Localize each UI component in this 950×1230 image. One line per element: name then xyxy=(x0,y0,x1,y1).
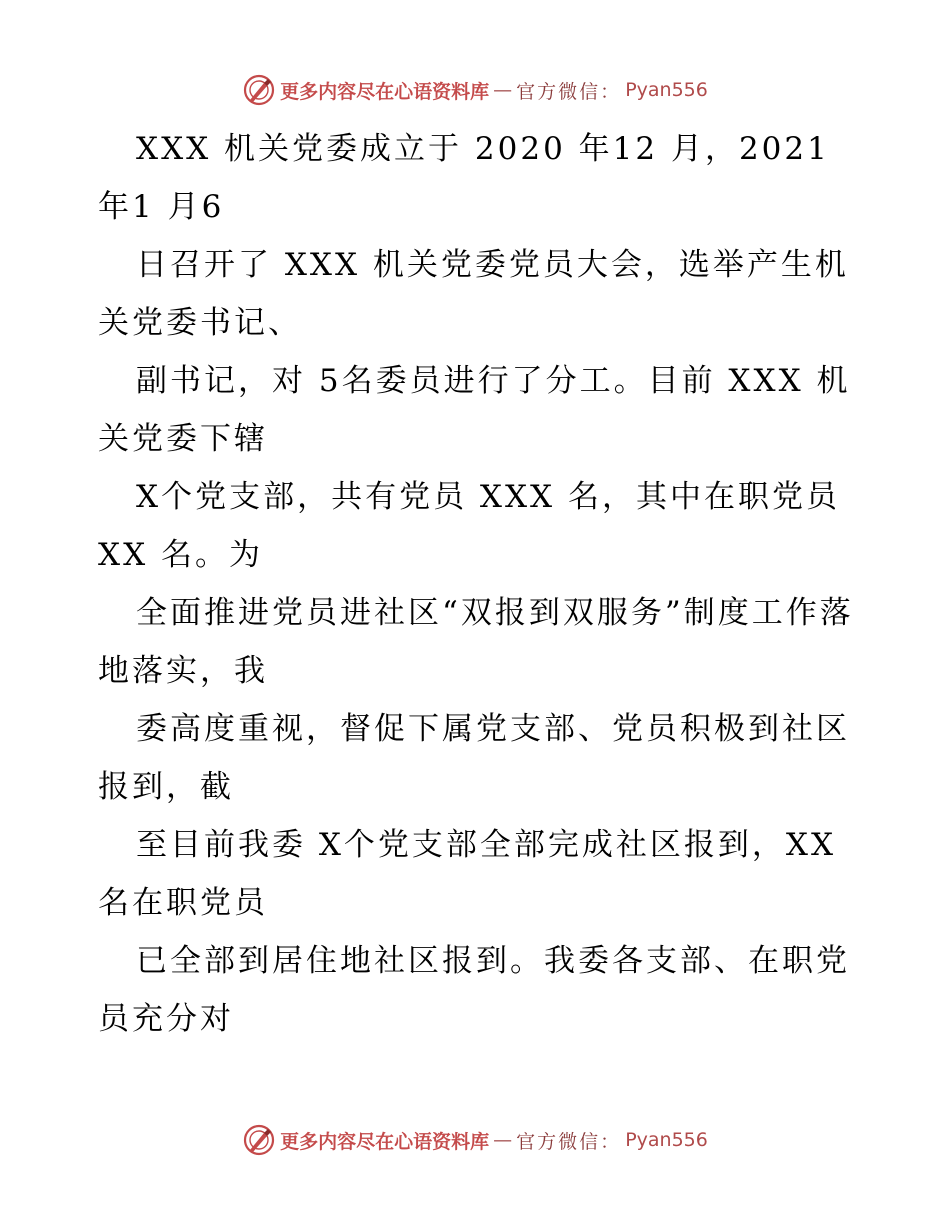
paragraph-3: 副书记，对 5名委员进行了分工。目前 XXX 机关党委下辖 xyxy=(98,363,851,457)
pen-circle-logo-icon xyxy=(242,1123,276,1157)
watermark-separator: — xyxy=(493,1129,513,1151)
watermark-brand: 更多内容尽在心语资料库 xyxy=(280,80,490,103)
watermark-separator: — xyxy=(493,79,513,101)
watermark-official-label: 官方微信： xyxy=(516,80,622,103)
document-body xyxy=(98,120,858,1048)
pen-circle-logo-icon xyxy=(242,73,276,107)
paragraph-1: XXX 机关党委成立于 2020 年12 月，2021 年1 月6 xyxy=(98,131,830,225)
paragraph-4: X个党支部，共有党员 XXX 名，其中在职党员 XX 名。为 xyxy=(98,479,840,573)
footer-watermark xyxy=(0,1120,950,1160)
watermark-account: Pyan556 xyxy=(625,1129,708,1151)
paragraph-7: 至目前我委 X个党支部全部完成社区报到，XX 名在职党员 xyxy=(98,827,837,921)
paragraph-2: 日召开了 XXX 机关党委党员大会，选举产生机关党委书记、 xyxy=(98,247,849,341)
paragraph-6: 委高度重视，督促下属党支部、党员积极到社区报到，截 xyxy=(98,711,850,805)
watermark-official-label: 官方微信： xyxy=(516,1130,622,1153)
paragraph-8: 已全部到居住地社区报到。我委各支部、在职党员充分对 xyxy=(98,943,850,1037)
watermark-brand: 更多内容尽在心语资料库 xyxy=(280,1130,490,1153)
header-watermark xyxy=(0,70,950,110)
paragraph-5: 全面推进党员进社区“双报到双服务”制度工作落地落实，我 xyxy=(98,595,854,689)
watermark-account: Pyan556 xyxy=(625,79,708,101)
